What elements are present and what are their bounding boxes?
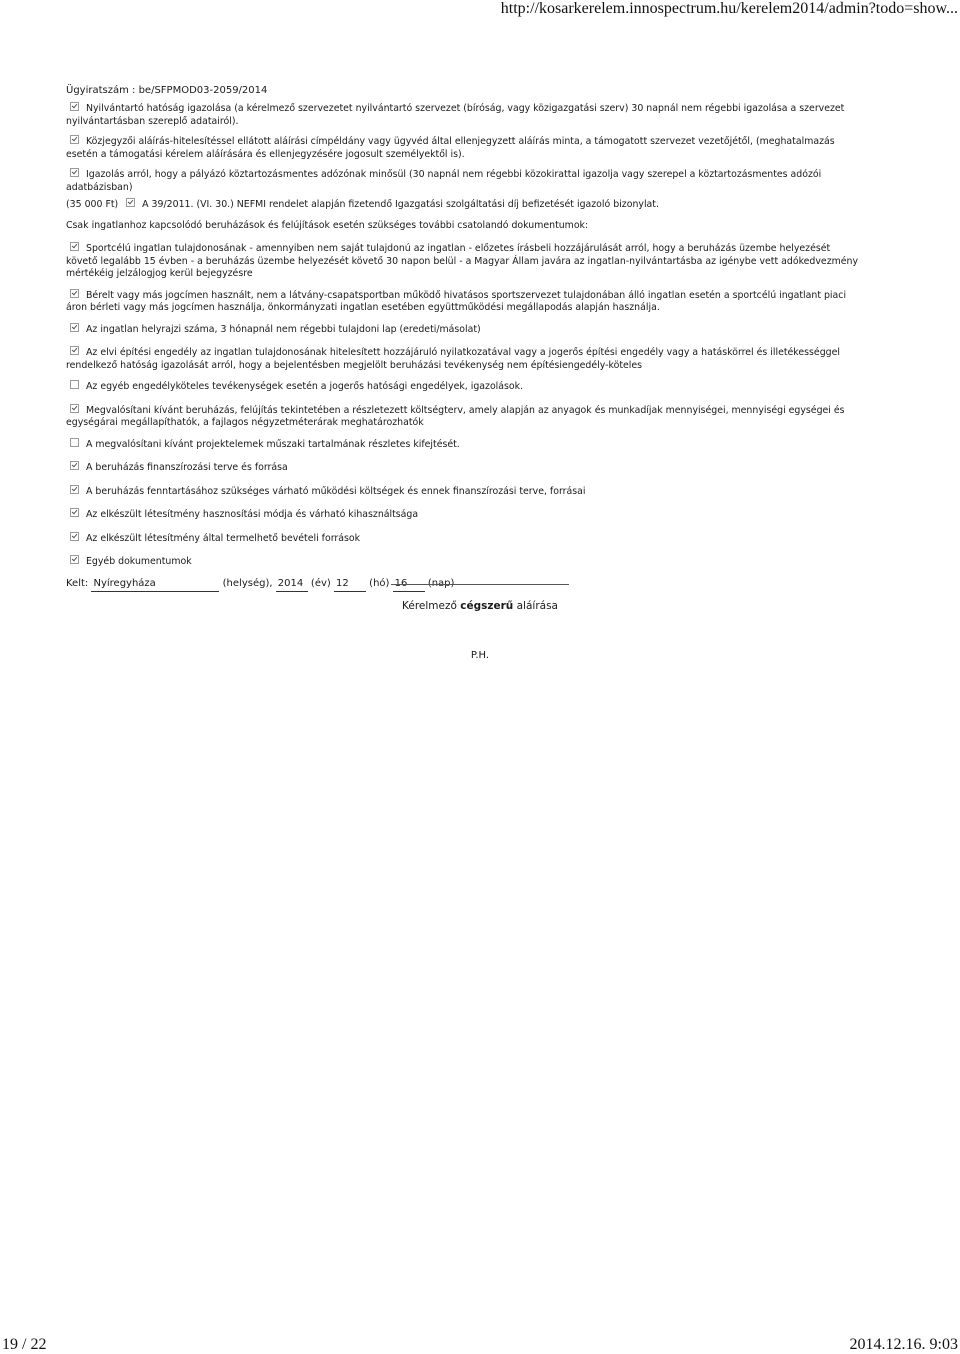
item-text: Bérelt vagy más jogcímen használt, nem a látvány-csapatsportban működő hivatásos sportszervezet tulajdonában álló ingatlan esetén a sportcélú ingatlant piaci áron bérleti vagy más jogcímen használja, önkormányzati ingatlan esetében együttműködési megállapodás alapján használja.: [66, 289, 847, 313]
item-text: Nyilvántartó hatóság igazolása (a kérelmező szervezetet nyilvántartó szervezet (bíróság, vagy közigazgatási szerv) 30 napnál nem régebbi igazolása a szervezet nyilvántartásban szereplő adatairól).: [66, 103, 845, 127]
item-text: Az elkészült létesítmény hasznosítási módja és várható kihasználtsága: [86, 509, 419, 520]
item-text: Egyéb dokumentumok: [86, 556, 192, 567]
month-label: (hó): [369, 577, 390, 589]
list-item: [66, 485, 864, 499]
checkbox-icon[interactable]: [70, 532, 79, 541]
list-item: [66, 438, 864, 452]
print-datetime: 2014.12.16. 9:03: [849, 1336, 958, 1353]
checkbox-icon[interactable]: [70, 485, 79, 494]
day-field[interactable]: 16: [393, 577, 425, 592]
place-label: (helység),: [222, 577, 273, 589]
fee-text: A 39/2011. (VI. 30.) NEFMI rendelet alapján fizetendő Igazgatási szolgáltatási díj befizetését igazoló bizonylat.: [142, 199, 659, 210]
list-item: [66, 242, 864, 281]
list-item: [66, 555, 864, 569]
signature-suffix: aláírása: [516, 600, 558, 612]
item-text: A beruházás finanszírozási terve és forrása: [86, 462, 288, 473]
list-item: [66, 380, 864, 394]
intro-item: [66, 168, 864, 194]
stamp-placeholder: P.H.: [470, 650, 490, 661]
checkbox-icon[interactable]: [70, 242, 79, 251]
item-text: Az elkészült létesítmény által termelhető bevételi források: [86, 532, 361, 544]
item-text: A beruházás fenntartásához szükséges várható működési költségek és ennek finanszírozási terve, forrásai: [86, 485, 586, 497]
place-field[interactable]: Nyíregyháza: [91, 577, 219, 592]
list-item: [66, 404, 864, 430]
item-text: Közjegyzői aláírás-hitelesítéssel ellátott aláírási címpéldány vagy ügyvéd által ellenjegyzett aláírás minta, a támogatott szervezet vezetőjétől, (meghatalmazás esetén a támogatási kérelem aláírására és ellenjegyzésére jogosult személyektől is).: [66, 136, 835, 160]
year-field[interactable]: 2014: [276, 577, 308, 592]
item-text: Megvalósítani kívánt beruházás, felújítás tekintetében a részletezett költségterv, amely alapján az anyagok és munkadíjak mennyiségei, mennyiségi egységei és egységárai megállapíthatók, a fajlagos négyzetméterárak meghatározhatók: [66, 404, 845, 428]
checkbox-icon[interactable]: [70, 289, 79, 298]
signature-prefix: Kérelmező: [402, 600, 457, 612]
item-text: Az ingatlan helyrajzi száma, 3 hónapnál nem régebbi tulajdoni lap (eredeti/másolat): [86, 323, 481, 335]
fee-amount: (35 000 Ft): [66, 199, 119, 210]
intro-item: [66, 102, 864, 128]
checkbox-icon[interactable]: [70, 168, 79, 177]
section-heading: Csak ingatlanhoz kapcsolódó beruházások és felújítások esetén szükséges további csatolandó dokumentumok:: [66, 220, 589, 231]
signature-line: [391, 584, 569, 585]
intro-item: [66, 135, 864, 161]
list-item: [66, 289, 864, 315]
checkbox-icon[interactable]: [70, 102, 79, 111]
checkbox-icon[interactable]: [70, 438, 79, 447]
item-text: A megvalósítani kívánt projektelemek műszaki tartalmának részletes kifejtését.: [86, 438, 460, 450]
list-item: [66, 461, 864, 475]
list-item: [66, 346, 864, 372]
checkbox-icon[interactable]: [70, 404, 79, 413]
checkbox-icon[interactable]: [70, 555, 79, 564]
day-label: (nap): [427, 577, 455, 589]
document-body: [66, 102, 864, 592]
checkbox-icon[interactable]: [70, 508, 79, 517]
reference-number: Ügyiratszám : be/SFPMOD03-2059/2014: [66, 85, 268, 96]
month-field[interactable]: 12: [334, 577, 366, 592]
checkbox-icon[interactable]: [70, 380, 79, 389]
list-item: [66, 323, 864, 337]
item-text: Igazolás arról, hogy a pályázó köztartozásmentes adózónak minősül (30 napnál nem régebbi közokirattal igazolja vagy szerepel a köztartozásmentes adózói adatbázisban): [66, 169, 822, 193]
checkbox-icon[interactable]: [70, 135, 79, 144]
list-item: [66, 508, 864, 522]
kelt-label: Kelt:: [66, 577, 89, 589]
item-text: Az egyéb engedélyköteles tevékenységek esetén a jogerős hatósági engedélyek, igazolások.: [86, 381, 524, 392]
page-url: http://kosarkerelem.innospectrum.hu/kerelem2014/admin?todo=show...: [500, 0, 958, 17]
list-item: [66, 532, 864, 546]
checkbox-icon[interactable]: [70, 346, 79, 355]
checkbox-icon[interactable]: [70, 461, 79, 470]
signature-bold: cégszerű: [460, 600, 514, 612]
checkbox-icon[interactable]: [70, 323, 79, 332]
year-label: (év): [310, 577, 331, 589]
item-text: Sportcélú ingatlan tulajdonosának - amennyiben nem saját tulajdonú az ingatlan - előzetes írásbeli hozzájárulását arról, hogy a beruházás üzembe helyezését követő legalább 15 évben - a beruházás üzembe helyezését követő 30 napon belül - a Magyar Állam javára az ingatlan-nyilvántartásba az igénybe vett adókedvezmény mértékéig jelzálogjog kerül bejegyzésre: [66, 243, 859, 279]
page-number: 19 / 22: [2, 1336, 47, 1353]
fee-row: [66, 198, 864, 211]
signature-caption: [0, 600, 960, 612]
checkbox-icon[interactable]: [126, 198, 135, 207]
item-text: Az elvi építési engedély az ingatlan tulajdonosának hitelesített hozzájáruló nyilatkozatával vagy a jogerős építési engedély vagy a hatáskörrel és illetékességgel rendelkező hatóság igazolását arról, hogy a bejelentésben megjelölt beruházási tevékenység nem építésiengedély-köteles: [66, 347, 840, 371]
